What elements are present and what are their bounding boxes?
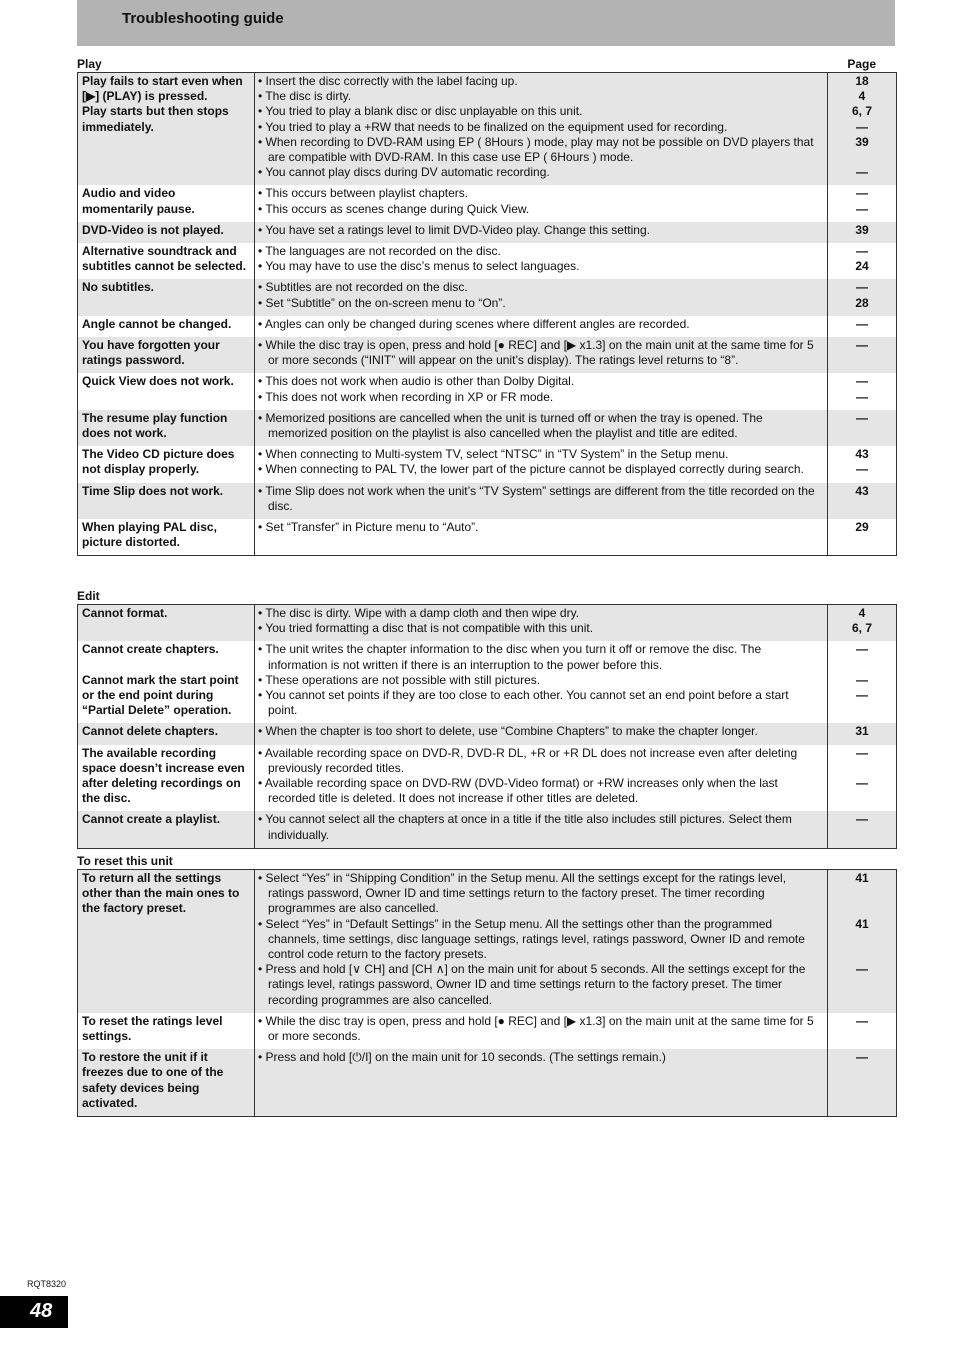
- section-1: [77, 587, 895, 849]
- table-row: [78, 410, 897, 446]
- page-ref: —: [856, 1013, 868, 1028]
- table-row: [78, 73, 897, 186]
- cause-cell: [255, 446, 828, 482]
- page-number: 48: [30, 1300, 53, 1322]
- page-column-label: Page: [847, 57, 876, 71]
- symptom-cell: [78, 337, 255, 373]
- page-ref: [828, 150, 896, 165]
- page-ref-cell: [828, 446, 897, 482]
- page-ref-cell: [828, 483, 897, 519]
- symptom-cell: [78, 483, 255, 519]
- page-ref: 29: [855, 520, 869, 535]
- page-ref-cell: [828, 641, 897, 723]
- symptom-text: When playing PAL disc, picture distorted.: [82, 520, 217, 550]
- page-ref: 18: [855, 74, 869, 88]
- symptom-cell: [78, 811, 255, 848]
- page-ref: [828, 932, 896, 947]
- cause-item: • When the chapter is too short to delete, use “Combine Chapters” to make the chapter longer.: [258, 724, 758, 739]
- cause-cell: [255, 745, 828, 812]
- page-ref: —: [856, 962, 868, 977]
- page-ref-cell: [828, 745, 897, 812]
- symptom-cell: [78, 316, 255, 337]
- symptom-text: Time Slip does not work.: [82, 483, 224, 498]
- symptom-cell: [78, 519, 255, 556]
- page-ref: —: [856, 462, 868, 477]
- section-0: [77, 55, 895, 556]
- symptom-cell: [78, 641, 255, 723]
- symptom-text: You have forgotten your ratings password.: [82, 338, 220, 368]
- cause-item: • Angles can only be changed during scenes where different angles are recorded.: [258, 316, 690, 331]
- page-ref: 4: [858, 89, 866, 104]
- table-row: [78, 279, 897, 315]
- cause-cell: [255, 1013, 828, 1049]
- cause-item: • Select “Yes” in “Shipping Condition” in the Setup menu. All the settings except for the ratings level, ratings password, Owner ID and time settings return to the factory preset. The timer recording programmes are also cancelled.: [258, 871, 787, 916]
- cause-cell: [255, 870, 828, 1013]
- symptom-text: Cannot mark the start point or the end point during “Partial Delete” operation.: [82, 672, 239, 718]
- symptom-text: Cannot format.: [82, 606, 168, 620]
- table-row: [78, 745, 897, 812]
- page-ref: 6, 7: [851, 104, 872, 119]
- table-row: [78, 243, 897, 279]
- cause-cell: [255, 519, 828, 556]
- cause-cell: [255, 243, 828, 279]
- page-ref-cell: [828, 870, 897, 1013]
- cause-item: • You tried formatting a disc that is not compatible with this unit.: [258, 621, 594, 636]
- cause-item: • This does not work when recording in XP or FR mode.: [258, 389, 554, 404]
- symptom-text: Play fails to start even when [▶] (PLAY) is pressed.: [82, 74, 243, 104]
- cause-item: • The unit writes the chapter information to the disc when you turn it off or remove the disc. The information is not written if there is an interruption to the power before this.: [258, 642, 762, 672]
- page-ref: —: [856, 745, 868, 760]
- page-ref: 39: [855, 134, 869, 149]
- cause-item: • Press and hold [∨ CH] and [CH ∧] on the main unit for about 5 seconds. All the settings except for the ratings level, ratings password, Owner ID and time settings return to the factory preset. The timer recording programmes are also cancelled.: [258, 962, 806, 1007]
- page-ref: —: [856, 119, 868, 134]
- page-ref: —: [856, 316, 868, 331]
- page-ref: 39: [855, 222, 869, 237]
- page-ref: —: [856, 410, 868, 425]
- page-ref-cell: [828, 337, 897, 373]
- cause-item: • Insert the disc correctly with the label facing up.: [258, 74, 518, 88]
- symptom-text: [82, 658, 250, 673]
- table-row: [78, 337, 897, 373]
- cause-cell: [255, 641, 828, 723]
- cause-cell: [255, 723, 828, 744]
- symptom-cell: [78, 870, 255, 1013]
- cause-item: • While the disc tray is open, press and hold [● REC] and [▶ x1.3] on the main unit at the same time for 5 or more seconds (“INIT” will appear on the unit’s display). The ratings level returns to “8”.: [258, 338, 814, 368]
- cause-item: • You cannot select all the chapters at once in a title if the title also includes still pictures. Select them individually.: [258, 812, 792, 842]
- table-row: [78, 222, 897, 243]
- page-ref: —: [856, 165, 868, 180]
- section-heading: [77, 852, 895, 869]
- cause-cell: [255, 483, 828, 519]
- cause-cell: [255, 279, 828, 315]
- page-ref-cell: [828, 410, 897, 446]
- cause-item: • This occurs between playlist chapters.: [258, 186, 469, 201]
- page-ref: 41: [855, 871, 869, 885]
- cause-item: • Press and hold [⏻/I] on the main unit for 10 seconds. (The settings remain.): [258, 1050, 666, 1065]
- cause-item: • This occurs as scenes change during Quick View.: [258, 201, 530, 216]
- table-row: [78, 483, 897, 519]
- page-ref: [828, 886, 896, 901]
- symptom-cell: [78, 73, 255, 186]
- symptom-text: Angle cannot be changed.: [82, 316, 232, 331]
- page-ref: [828, 658, 896, 673]
- cause-cell: [255, 337, 828, 373]
- page-ref: 4: [858, 606, 866, 620]
- page-ref-cell: [828, 316, 897, 337]
- symptom-text: The Video CD picture does not display properly.: [82, 447, 235, 477]
- cause-item: • You tried to play a blank disc or disc unplayable on this unit.: [258, 104, 583, 119]
- symptom-cell: [78, 279, 255, 315]
- symptom-cell: [78, 185, 255, 221]
- symptom-text: Audio and video momentarily pause.: [82, 186, 195, 216]
- table-row: [78, 811, 897, 848]
- page-ref-cell: [828, 243, 897, 279]
- page-ref-cell: [828, 222, 897, 243]
- table-row: [78, 641, 897, 723]
- section-label: Play: [77, 57, 102, 71]
- cause-item: • Time Slip does not work when the unit’s “TV System” settings are different from the title recorded on the disc.: [258, 483, 815, 513]
- cause-item: • Available recording space on DVD-RW (DVD-Video format) or +RW increases only when the last recorded title is deleted. It does not increase if other titles are deleted.: [258, 776, 778, 806]
- page-ref-cell: [828, 723, 897, 744]
- cause-item: • Set “Subtitle” on the on-screen menu to “On”.: [258, 295, 506, 310]
- page-ref: —: [856, 280, 868, 295]
- section-2: [77, 852, 895, 1117]
- symptom-text: Cannot delete chapters.: [82, 724, 219, 739]
- page-ref-cell: [828, 279, 897, 315]
- page-title: Troubleshooting guide: [122, 10, 284, 27]
- cause-item: • The languages are not recorded on the disc.: [258, 244, 501, 259]
- symptom-text: Cannot create chapters.: [82, 642, 219, 657]
- table-row: [78, 870, 897, 1013]
- table-row: [78, 316, 897, 337]
- symptom-text: No subtitles.: [82, 280, 155, 295]
- page-ref: —: [856, 688, 868, 702]
- table-row: [78, 723, 897, 744]
- symptom-cell: [78, 243, 255, 279]
- symptom-text: To restore the unit if it freezes due to one of the safety devices being activated.: [82, 1050, 224, 1110]
- symptom-text: Cannot create a playlist.: [82, 812, 221, 827]
- page-ref-cell: [828, 519, 897, 556]
- page-ref: —: [856, 244, 868, 259]
- cause-item: • When connecting to Multi-system TV, select “NTSC” in “TV System” in the Setup menu.: [258, 447, 729, 462]
- table-row: [78, 605, 897, 642]
- symptom-cell: [78, 605, 255, 642]
- cause-item: • You cannot set points if they are too close to each other. You cannot set an end point before a start point.: [258, 688, 789, 718]
- cause-cell: [255, 605, 828, 642]
- page-ref-cell: [828, 605, 897, 642]
- symptom-cell: [78, 1049, 255, 1116]
- table-row: [78, 519, 897, 556]
- cause-item: • This does not work when audio is other than Dolby Digital.: [258, 374, 575, 389]
- page-ref: —: [856, 672, 868, 687]
- page-ref: 31: [855, 724, 869, 739]
- symptom-cell: [78, 745, 255, 812]
- table-row: [78, 185, 897, 221]
- cause-cell: [255, 410, 828, 446]
- table-row: [78, 446, 897, 482]
- cause-item: • The disc is dirty. Wipe with a damp cloth and then wipe dry.: [258, 606, 580, 620]
- cause-item: • You have set a ratings level to limit DVD-Video play. Change this setting.: [258, 222, 650, 237]
- model-code: RQT8320: [27, 1279, 67, 1289]
- page-ref: 6, 7: [851, 621, 872, 636]
- page-number-badge: [0, 1296, 68, 1328]
- symptom-text: The resume play function does not work.: [82, 410, 228, 441]
- page-ref: [828, 947, 896, 962]
- page-ref: —: [856, 374, 868, 389]
- cause-cell: [255, 222, 828, 243]
- page-ref: —: [856, 201, 868, 216]
- page-ref: 24: [855, 259, 869, 274]
- cause-cell: [255, 811, 828, 848]
- symptom-cell: [78, 446, 255, 482]
- page-ref: —: [856, 642, 868, 657]
- page-ref: 28: [855, 295, 869, 310]
- cause-cell: [255, 1049, 828, 1116]
- section-heading: [77, 587, 895, 604]
- page-header: [77, 0, 895, 46]
- section-label: Edit: [77, 589, 100, 603]
- page-ref: —: [856, 186, 868, 201]
- cause-item: • Select “Yes” in “Default Settings” in the Setup menu. All the settings other than the programmed channels, time settings, disc language settings, ratings level, ratings password, Owner ID and remote control code return to the factory presets.: [258, 916, 805, 962]
- page-ref: —: [856, 338, 868, 353]
- page-ref: —: [856, 776, 868, 791]
- page-ref: [828, 901, 896, 916]
- cause-item: • You cannot play discs during DV automatic recording.: [258, 165, 550, 180]
- cause-item: • When connecting to PAL TV, the lower part of the picture cannot be displayed correctly during search.: [258, 462, 804, 477]
- symptom-text: To reset the ratings level settings.: [82, 1013, 223, 1044]
- symptom-cell: [78, 373, 255, 409]
- page-ref-cell: [828, 185, 897, 221]
- cause-item: • While the disc tray is open, press and hold [● REC] and [▶ x1.3] on the main unit at the same time for 5 or more seconds.: [258, 1013, 814, 1044]
- section-heading: [77, 55, 895, 72]
- cause-item: • Available recording space on DVD-R, DVD-R DL, +R or +R DL does not increase even after deleting previously recorded titles.: [258, 745, 798, 775]
- cause-item: • Memorized positions are cancelled when the unit is turned off or when the tray is opened. The memorized position on the playlist is also cancelled when the playlist and title are edited.: [258, 410, 763, 441]
- page-ref: —: [856, 389, 868, 404]
- table-row: [78, 373, 897, 409]
- symptom-text: Alternative soundtrack and subtitles cannot be selected.: [82, 244, 247, 274]
- table-row: [78, 1013, 897, 1049]
- troubleshooting-table: [77, 72, 897, 556]
- page-ref: 43: [855, 483, 869, 498]
- cause-item: • Set “Transfer” in Picture menu to “Auto”.: [258, 520, 479, 535]
- symptom-text: The available recording space doesn’t increase even after deleting recordings on the disc.: [82, 745, 245, 806]
- cause-item: • These operations are not possible with still pictures.: [258, 672, 541, 687]
- page-ref-cell: [828, 73, 897, 186]
- cause-cell: [255, 316, 828, 337]
- symptom-text: Play starts but then stops immediately.: [82, 104, 229, 134]
- cause-item: • You may have to use the disc’s menus to select languages.: [258, 259, 580, 274]
- cause-item: • You tried to play a +RW that needs to be finalized on the equipment used for recording.: [258, 119, 728, 134]
- table-row: [78, 1049, 897, 1116]
- cause-cell: [255, 373, 828, 409]
- page-ref-cell: [828, 1049, 897, 1116]
- symptom-text: Quick View does not work.: [82, 374, 234, 389]
- page-ref-cell: [828, 811, 897, 848]
- cause-item: • When recording to DVD-RAM using EP ( 8Hours ) mode, play may not be possible on DVD players that are compatible with DVD-RAM. In this case use EP ( 6Hours ) mode.: [258, 134, 814, 165]
- cause-cell: [255, 185, 828, 221]
- troubleshooting-table: [77, 604, 897, 849]
- cause-item: • The disc is dirty.: [258, 89, 352, 104]
- symptom-cell: [78, 410, 255, 446]
- page-ref: —: [856, 812, 868, 827]
- cause-cell: [255, 73, 828, 186]
- troubleshooting-table: [77, 869, 897, 1117]
- symptom-cell: [78, 222, 255, 243]
- symptom-text: To return all the settings other than the main ones to the factory preset.: [82, 871, 240, 916]
- page-ref: [828, 761, 896, 776]
- cause-item: • Subtitles are not recorded on the disc.: [258, 280, 468, 295]
- symptom-cell: [78, 723, 255, 744]
- page-ref-cell: [828, 373, 897, 409]
- section-label: To reset this unit: [77, 854, 173, 868]
- symptom-text: DVD-Video is not played.: [82, 222, 224, 237]
- page-ref: 43: [855, 447, 869, 462]
- page-ref: —: [856, 1050, 868, 1065]
- symptom-cell: [78, 1013, 255, 1049]
- page-ref: 41: [855, 916, 869, 931]
- page-ref-cell: [828, 1013, 897, 1049]
